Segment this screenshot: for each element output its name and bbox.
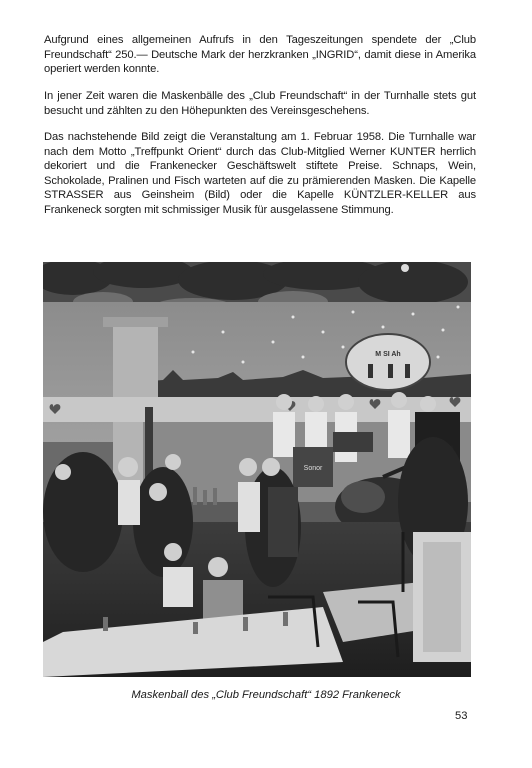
- paragraph-donation: Aufgrund eines allgemeinen Aufrufs in den Tageszeitungen spendete der „Club Freundschaft“ 250.— Deutsche Mark der herzkranken „INGRID“, damit diese in Amerika operiert werden konnte.: [44, 34, 476, 76]
- paragraph-masked-balls: In jener Zeit waren die Maskenbälle des „Club Freundschaft“ in der Turnhalle stets gut besucht und zählten zu den Höhepunkten des Vereinsgeschehens.: [44, 90, 476, 117]
- page-number: 53: [455, 710, 468, 722]
- photo-caption: Maskenball des „Club Freundschaft“ 1892 Frankeneck: [131, 689, 401, 701]
- banner-text: M SI Ah: [375, 351, 401, 358]
- masked-ball-photo: [43, 262, 471, 677]
- drum-text: Sonor: [303, 465, 323, 472]
- paragraph-event-description: Das nachstehende Bild zeigt die Veranstaltung am 1. Februar 1958. Die Turnhalle war nach dem Motto „Treffpunkt Orient“ durch das Club-Mitglied Werner KUNTER herrlich dekoriert und die Frankenecker Geschäftswelt stiftete Preise. Schnaps, Wein, Schokolade, Pralinen und Fisch warteten auf die zu prämierenden Masken. Die Kapelle STRASSER aus Geinsheim (Bild) oder die Kapelle KÜNTZLER-KELLER aus Frankeneck sorgten mit schmissiger Musik für ausgelassene Stimmung.: [44, 131, 476, 216]
